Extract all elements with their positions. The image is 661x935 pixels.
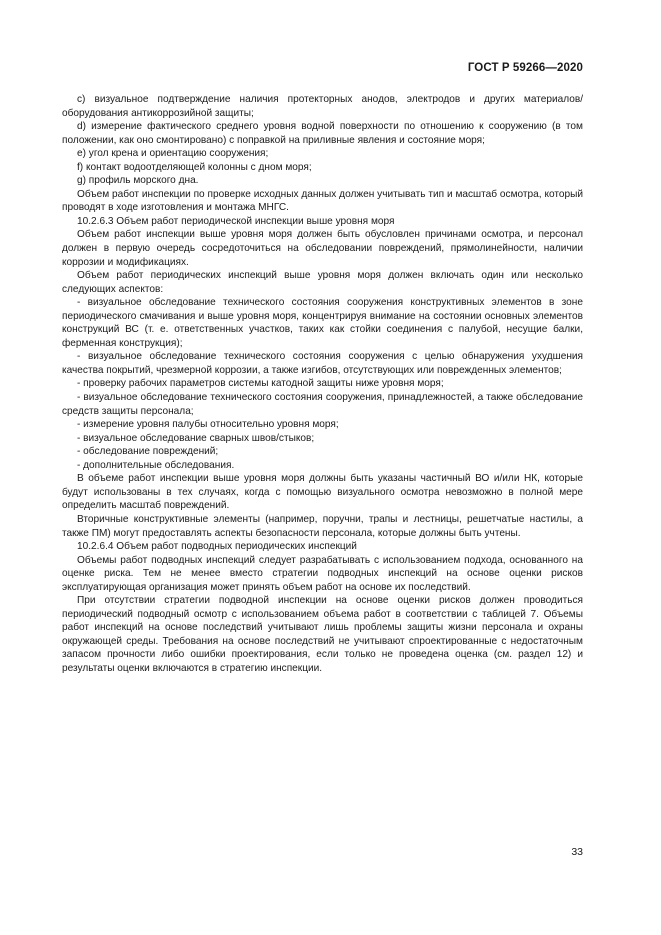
page-body — [62, 93, 583, 676]
bullet-item: - визуальное обследование технического состояния сооружения, принадлежностей, а также обследование средств защиты персонала; — [62, 392, 583, 417]
paragraph: Объем работ инспекции по проверке исходных данных должен учитывать тип и масштаб осмотра, который проводят в ходе изготовления и монтажа МНГС. — [62, 188, 583, 214]
bullet-item: - дополнительные обследования. — [77, 459, 235, 471]
list-item-d: d) измерение фактического среднего уровня водной поверхности по отношению к сооружению (в том положении, как оно смонтировано) с поправкой на приливные явления и состояние моря; — [62, 121, 583, 146]
list-item-c: c) визуальное подтверждение наличия протекторных анодов, электродов и других материалов/оборудования антикоррозийной защиты; — [62, 94, 583, 119]
paragraph: Объем работ периодических инспекций выше уровня моря должен включать один или несколько следующих аспектов: — [62, 270, 583, 295]
page-number: 33 — [571, 846, 583, 858]
bullet-item: - визуальное обследование технического состояния сооружения с целью обнаружения ухудшения качества покрытий, чрезмерной коррозии, а также изгибов, отсутствующих или поврежденных элементов; — [62, 351, 583, 376]
section-heading: 10.2.6.3 Объем работ периодической инспекции выше уровня моря — [77, 215, 395, 227]
document-code: ГОСТ Р 59266—2020 — [467, 62, 583, 74]
list-item-e: e) угол крена и ориентацию сооружения; — [77, 148, 269, 160]
paragraph: При отсутствии стратегии подводной инспекции на основе оценки рисков должен проводиться периодический подводный осмотр с использованием объема работ в соответствии с таблицей 7. Объемы работ инспекций на основе последствий учитывают лишь проблемы защиты жизни персонала и охраны окружающей среды. Требования на основе последствий не учитывают спроектированные с недостаточным запасом прочности либо ошибки проектирования, если только не проведена оценка (см. раздел 12) и результаты оценки включаются в стратегию инспекции. — [62, 595, 583, 674]
paragraph: Объем работ инспекции выше уровня моря должен быть обусловлен причинами осмотра, и персонал должен в первую очередь сосредоточиться на обследовании повреждений, прямолинейности, наличии коррозии и модификациях. — [62, 229, 583, 268]
paragraph: Вторичные конструктивные элементы (например, поручни, трапы и лестницы, решетчатые настилы, а также ПМ) могут предоставлять аспекты безопасности персонала, которые должны быть учтены. — [62, 513, 583, 539]
bullet-item: - визуальное обследование сварных швов/стыков; — [77, 432, 315, 444]
bullet-item: - обследование повреждений; — [77, 446, 219, 458]
bullet-item: - проверку рабочих параметров системы катодной защиты ниже уровня моря; — [77, 378, 444, 390]
list-item-g: g) профиль морского дна. — [77, 175, 199, 187]
paragraph: Объемы работ подводных инспекций следует разрабатывать с использованием подхода, основанного на оценке риска. Тем не менее вместо стратегии подводных инспекций на основе оценки рисков эксплуатирующая организация может принять объем работ на основе их последствий. — [62, 554, 583, 593]
section-heading: 10.2.6.4 Объем работ подводных периодических инспекций — [77, 541, 357, 553]
paragraph: В объеме работ инспекции выше уровня моря должны быть указаны частичный ВО и/или НК, которые будут использованы в тех случаях, когда с помощью визуального осмотра невозможно в полной мере определить масштаб повреждений. — [62, 473, 583, 512]
list-item-f: f) контакт водоотделяющей колонны с дном моря; — [77, 161, 312, 173]
bullet-item: - измерение уровня палубы относительно уровня моря; — [77, 419, 339, 431]
bullet-item: - визуальное обследование технического состояния сооружения конструктивных элементов в зоне периодического смачивания и выше уровня моря, концентрируя внимание на состоянии основных элементов конструкций ВС (т. е. ответственных участков, таких как стойки соединения с палубой, несущие балки, ферменная конструкция); — [62, 297, 583, 349]
